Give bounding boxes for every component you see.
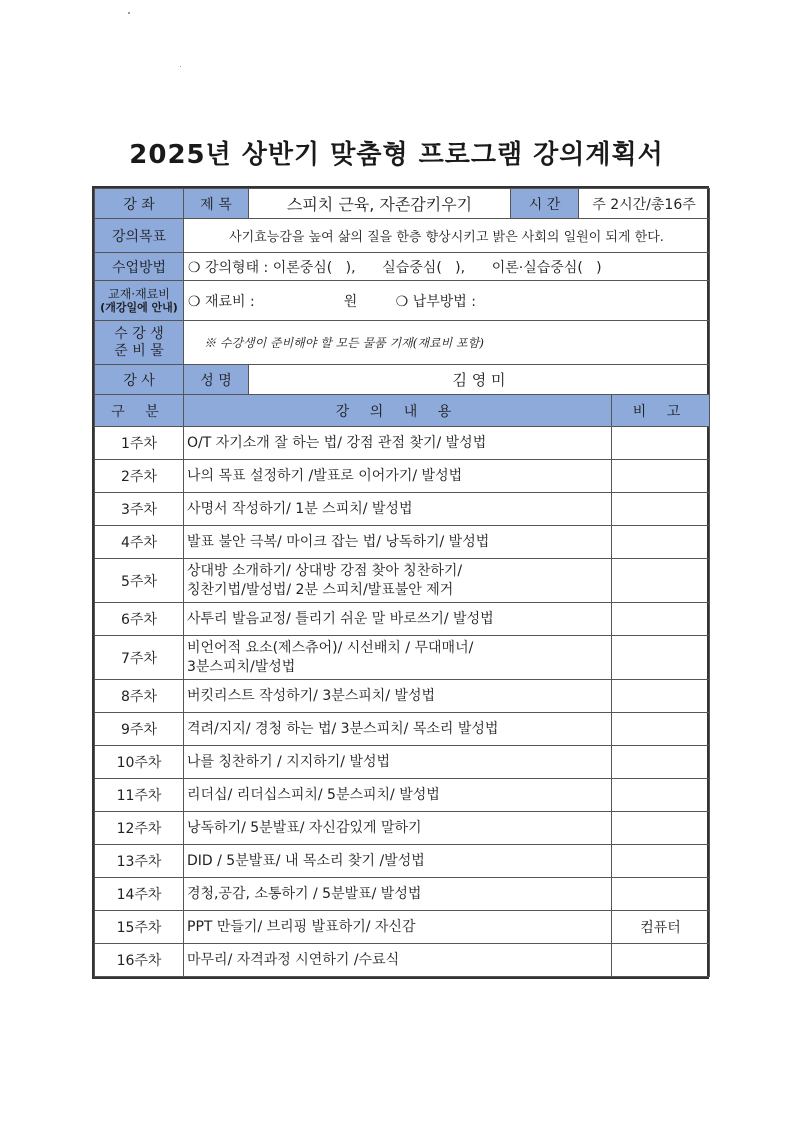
- method-row: [95, 253, 710, 281]
- goal-row: [95, 219, 710, 253]
- schedule-col-note: 비 고: [612, 395, 710, 427]
- table-row: [95, 812, 710, 845]
- page-title: 2025년 상반기 맞춤형 프로그램 강의계획서: [129, 140, 664, 170]
- table-row: [95, 713, 710, 746]
- table-row: [95, 845, 710, 878]
- week-content: O/T 자기소개 잘 하는 법/ 강점 관점 찾기/ 발성법: [184, 427, 612, 460]
- material-label-line1: 교재·재료비: [108, 287, 170, 301]
- table-row: [95, 460, 710, 493]
- week-label: 3주차: [95, 493, 184, 526]
- material-fee: ❍ 재료비 : 원: [188, 293, 358, 310]
- week-note: [612, 493, 710, 526]
- week-content: 나의 목표 설정하기 /발표로 이어가기/ 발성법: [184, 460, 612, 493]
- week-label: 9주차: [95, 713, 184, 746]
- week-label: 6주차: [95, 603, 184, 636]
- week-content: [184, 559, 612, 603]
- week-content-line2: 칭찬기법/발성법/ 2분 스피치/발표불안 제거: [187, 581, 454, 598]
- table-row: [95, 878, 710, 911]
- week-note: [612, 636, 710, 680]
- week-label: 7주차: [95, 636, 184, 680]
- prep-label-line2: 준 비 물: [114, 342, 164, 359]
- week-content: 사투리 발음교정/ 틀리기 쉬운 말 바로쓰기/ 발성법: [184, 603, 612, 636]
- table-row: [95, 944, 710, 977]
- week-label: 10주차: [95, 746, 184, 779]
- week-label: 1주차: [95, 427, 184, 460]
- week-label: 12주차: [95, 812, 184, 845]
- week-note: [612, 779, 710, 812]
- week-content: 사명서 작성하기/ 1분 스피치/ 발성법: [184, 493, 612, 526]
- week-content-line1: 상대방 소개하기/ 상대방 강점 찾아 칭찬하기/: [187, 562, 463, 579]
- table-row: [95, 779, 710, 812]
- week-note: [612, 812, 710, 845]
- week-label: 8주차: [95, 680, 184, 713]
- week-note: [612, 845, 710, 878]
- week-content: PPT 만들기/ 브리핑 발표하기/ 자신감: [184, 911, 612, 944]
- week-label: 2주차: [95, 460, 184, 493]
- week-note: [612, 944, 710, 977]
- week-note: 컴퓨터: [612, 911, 710, 944]
- plan-table: [94, 188, 710, 977]
- week-note: [612, 526, 710, 559]
- lecture-plan-form: [92, 186, 709, 979]
- schedule-col-content: 강 의 내 용: [184, 395, 612, 427]
- week-content-line2: 3분스피치/발성법: [187, 658, 296, 675]
- week-content: 마무리/ 자격과정 시연하기 /수료식: [184, 944, 612, 977]
- week-label: 15주차: [95, 911, 184, 944]
- goal-label: 강의목표: [95, 219, 184, 253]
- table-row: [95, 603, 710, 636]
- table-row: [95, 680, 710, 713]
- material-value: [184, 281, 710, 321]
- schedule-header-row: [95, 395, 710, 427]
- week-content: 낭독하기/ 5분발표/ 자신감있게 말하기: [184, 812, 612, 845]
- table-row: [95, 559, 710, 603]
- scan-speck: [128, 12, 130, 14]
- method-value: ❍ 강의형태 : 이론중심( ), 실습중심( ), 이론·실습중심( ): [184, 253, 710, 281]
- week-content: 경청,공감, 소통하기 / 5분발표/ 발성법: [184, 878, 612, 911]
- week-note: [612, 427, 710, 460]
- instructor-label: 강 사: [95, 365, 184, 395]
- instructor-row: [95, 365, 710, 395]
- week-content: 버킷리스트 작성하기/ 3분스피치/ 발성법: [184, 680, 612, 713]
- week-label: 14주차: [95, 878, 184, 911]
- course-row: [95, 189, 710, 219]
- table-row: [95, 493, 710, 526]
- prep-value: ※ 수강생이 준비해야 할 모든 물품 기재(재료비 포함): [184, 321, 710, 365]
- table-row: [95, 636, 710, 680]
- week-label: 4주차: [95, 526, 184, 559]
- week-note: [612, 713, 710, 746]
- week-content: 격려/지지/ 경청 하는 법/ 3분스피치/ 목소리 발성법: [184, 713, 612, 746]
- week-content: 나를 칭찬하기 / 지지하기/ 발성법: [184, 746, 612, 779]
- week-content: 발표 불안 극복/ 마이크 잡는 법/ 낭독하기/ 발성법: [184, 526, 612, 559]
- table-row: [95, 911, 710, 944]
- material-row: [95, 281, 710, 321]
- week-note: [612, 603, 710, 636]
- material-label-line2: (개강일에 안내): [100, 301, 178, 314]
- method-label: 수업방법: [95, 253, 184, 281]
- instructor-name-value: 김 영 미: [249, 365, 710, 395]
- instructor-name-label: 성 명: [184, 365, 249, 395]
- goal-value: 사기효능감을 높여 삶의 질을 한층 향상시키고 밝은 사회의 일원이 되게 한다.: [184, 219, 710, 253]
- week-label: 11주차: [95, 779, 184, 812]
- course-title-label: 제 목: [184, 189, 249, 219]
- table-row: [95, 427, 710, 460]
- schedule-col-week: 구 분: [95, 395, 184, 427]
- week-note: [612, 878, 710, 911]
- material-payment: ❍ 납부방법 :: [395, 293, 476, 310]
- week-label: 16주차: [95, 944, 184, 977]
- prep-row: [95, 321, 710, 365]
- table-row: [95, 746, 710, 779]
- course-time-value: 주 2시간/총16주: [579, 189, 710, 219]
- course-time-label: 시 간: [511, 189, 579, 219]
- prep-label: [95, 321, 184, 365]
- week-content-line1: 비언어적 요소(제스츄어)/ 시선배치 / 무대매너/: [187, 639, 474, 656]
- course-label: 강 좌: [95, 189, 184, 219]
- prep-label-line1: 수 강 생: [114, 325, 164, 342]
- scan-speck: [180, 66, 181, 67]
- week-content: 리더십/ 리더십스피치/ 5분스피치/ 발성법: [184, 779, 612, 812]
- week-content: DID / 5분발표/ 내 목소리 찾기 /발성법: [184, 845, 612, 878]
- week-label: 5주차: [95, 559, 184, 603]
- course-title-value: 스피치 근육, 자존감키우기: [249, 189, 511, 219]
- week-note: [612, 559, 710, 603]
- week-label: 13주차: [95, 845, 184, 878]
- table-row: [95, 526, 710, 559]
- week-note: [612, 746, 710, 779]
- week-note: [612, 680, 710, 713]
- week-content: [184, 636, 612, 680]
- week-note: [612, 460, 710, 493]
- material-label: [95, 281, 184, 321]
